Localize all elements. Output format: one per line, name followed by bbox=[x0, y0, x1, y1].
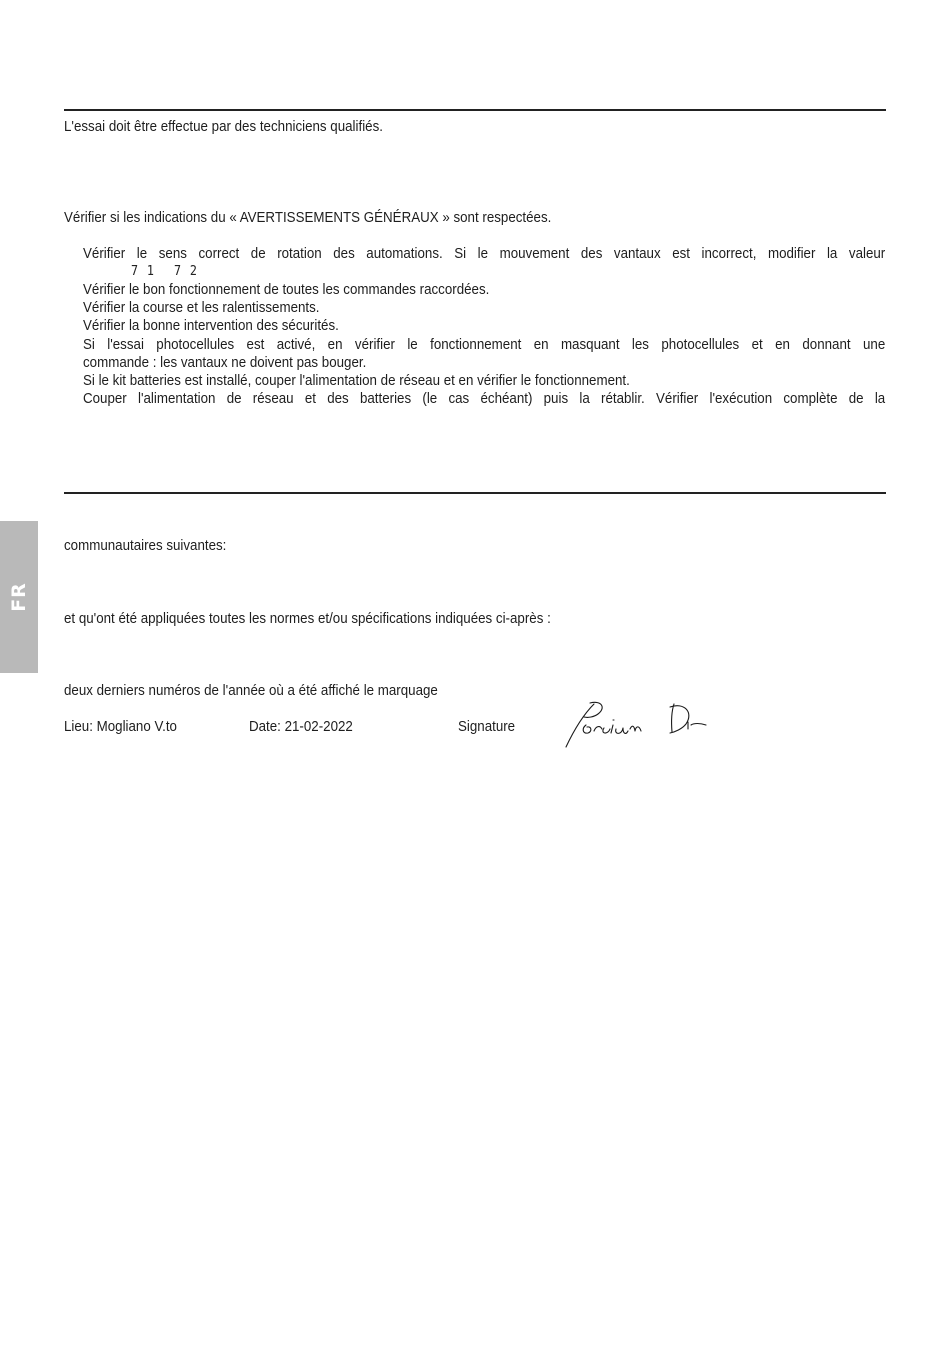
language-tab-label: FR bbox=[8, 582, 30, 612]
signature-label: Signature bbox=[458, 719, 516, 735]
qualified-technicians-note: L'essai doit être effectue par des techniciens qualifiés. bbox=[64, 119, 383, 135]
date-field: Date: 21-02-2022 bbox=[249, 719, 353, 735]
language-tab bbox=[0, 521, 38, 673]
place-field: Lieu: Mogliano V.to bbox=[64, 719, 177, 735]
list-item: Vérifier la course et les ralentissements. bbox=[83, 300, 320, 316]
handwritten-signature bbox=[560, 698, 712, 752]
list-item: commande : les vantaux ne doivent pas bouger. bbox=[83, 355, 367, 371]
standards-intro: et qu'ont été appliquées toutes les normes et/ou spécifications indiquées ci-après : bbox=[64, 611, 551, 627]
general-warnings-check: Vérifier si les indications du « AVERTISSEMENTS GÉNÉRAUX » sont respectées. bbox=[64, 210, 552, 226]
list-item: Vérifier le sens correct de rotation des automations. Si le mouvement des vantaux est incorrect, modifier la valeur bbox=[83, 246, 886, 262]
list-item: Si l'essai photocellules est activé, en vérifier le fonctionnement en masquant les photocellules et en donnant une bbox=[83, 337, 886, 353]
section-divider-bottom bbox=[64, 492, 886, 494]
directives-intro: communautaires suivantes: bbox=[64, 538, 227, 554]
list-item: Couper l'alimentation de réseau et des batteries (le cas échéant) puis la rétablir. Vérifier l'exécution complète de la bbox=[83, 391, 886, 407]
parameter-code: 7 2 bbox=[174, 264, 198, 279]
list-item: Si le kit batteries est installé, couper l'alimentation de réseau et en vérifier le fonctionnement. bbox=[83, 373, 630, 389]
parameter-code: 7 1 bbox=[131, 264, 155, 279]
marking-year-note: deux derniers numéros de l'année où a été affiché le marquage bbox=[64, 683, 438, 699]
list-item: Vérifier la bonne intervention des sécurités. bbox=[83, 318, 339, 334]
list-item: Vérifier le bon fonctionnement de toutes les commandes raccordées. bbox=[83, 282, 490, 298]
section-divider-top bbox=[64, 109, 886, 111]
